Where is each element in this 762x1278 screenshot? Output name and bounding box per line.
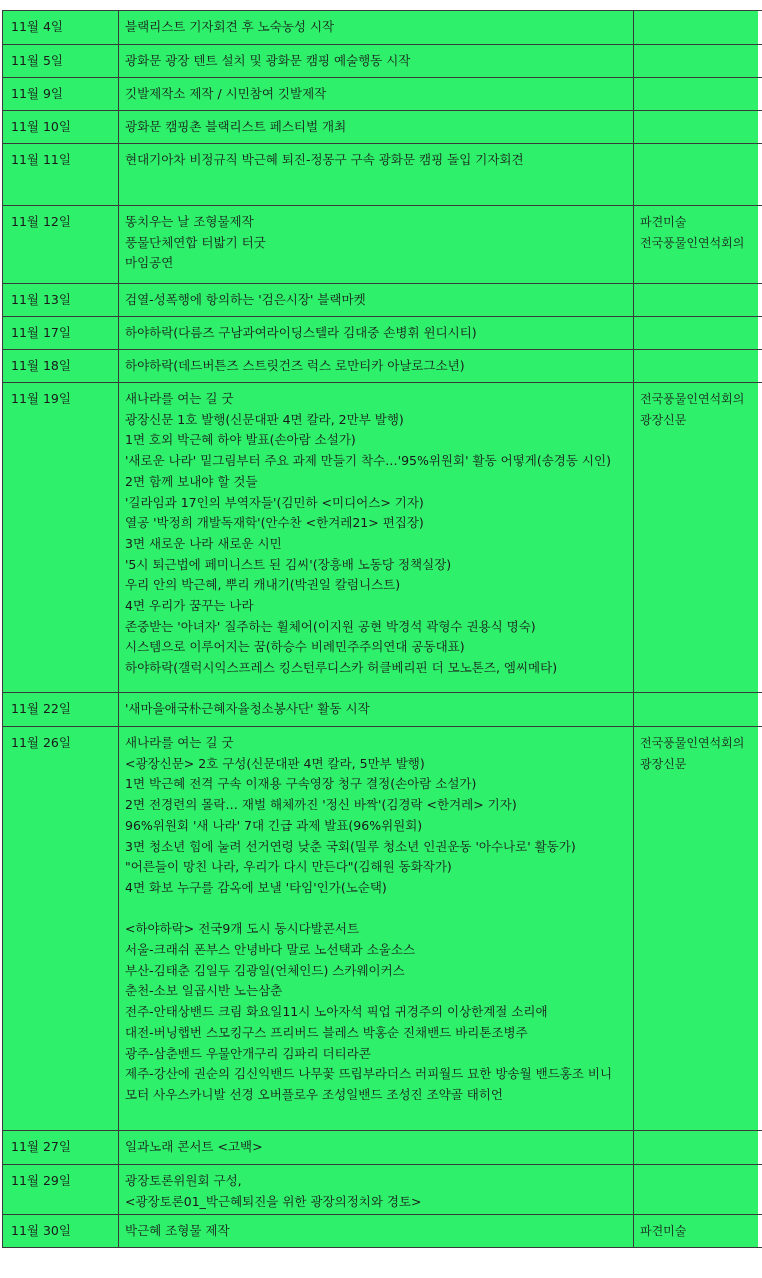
date-text: 11월 26일: [11, 735, 71, 750]
date-cell: [3, 111, 119, 144]
event-line: 열공 '박정희 개발독재학'(안수찬 <한겨레21> 편집장): [125, 515, 424, 531]
event-cell: [119, 317, 634, 350]
date-text: 11월 12일: [11, 214, 71, 229]
date-text: 11월 30일: [11, 1223, 71, 1238]
table-row: [3, 206, 762, 284]
event-cell: [119, 206, 634, 284]
note-cell: [634, 693, 762, 727]
schedule-document: [2, 10, 758, 1248]
date-text: 11월 29일: [11, 1173, 71, 1188]
blank-line: [125, 899, 627, 920]
event-line: 광장토론위원회 구성,: [125, 1173, 242, 1188]
event-line: 96%위원회 '새 나라' 7대 긴급 과제 발표(96%위원회): [125, 817, 423, 833]
note-cell: [634, 317, 762, 350]
event-line: 4면 화보 누구를 감옥에 보낼 '타임'인가(노순택): [125, 879, 387, 895]
date-cell: [3, 45, 119, 78]
date-text: 11월 9일: [11, 86, 63, 101]
event-line: 서울-크래쉬 폰부스 안녕바다 말로 노선택과 소울소스: [125, 942, 416, 958]
table-row: [3, 111, 762, 144]
event-line: 풍물단체연합 터밟기 터굿: [125, 234, 266, 250]
event-line: 광장신문 1호 발행(신문대판 4면 칼라, 2만부 발행): [125, 411, 404, 427]
event-cell: [119, 111, 634, 144]
event-cell: [119, 144, 634, 206]
event-line: 전주-안태상밴드 크림 화요일11시 노아자석 픽업 귀경주의 이상한계절 소리애: [125, 1004, 548, 1020]
note-line: 전국풍물인연석회의: [640, 236, 745, 250]
date-text: 11월 18일: [11, 358, 71, 373]
date-cell: [3, 727, 119, 1131]
note-cell: [634, 284, 762, 317]
event-line: 3면 새로운 나라 새로운 시민: [125, 535, 282, 551]
event-line: 1면 박근혜 전격 구속 이재용 구속영장 청구 결정(손아람 소설가): [125, 776, 477, 792]
note-cell: [634, 727, 762, 1131]
date-cell: [3, 383, 119, 693]
note-line: 파견미술: [640, 1224, 687, 1238]
date-cell: [3, 78, 119, 111]
event-line: 부산-김태춘 김일두 김광일(언체인드) 스카웨이커스: [125, 962, 405, 978]
event-line: 검열-성폭행에 항의하는 '검은시장' 블랙마켓: [125, 292, 366, 307]
event-line: "어른들이 망친 나라, 우리가 다시 만든다"(김해원 동화작가): [125, 859, 452, 875]
note-cell: [634, 1165, 762, 1215]
event-cell: [119, 383, 634, 693]
event-line: 새나라를 여는 길 굿: [125, 735, 234, 750]
table-row: [3, 317, 762, 350]
note-cell: [634, 11, 762, 45]
event-cell: [119, 1165, 634, 1215]
date-text: 11월 11일: [11, 152, 71, 167]
date-text: 11월 17일: [11, 325, 71, 340]
table-row: [3, 383, 762, 693]
event-line: 3면 청소년 힘에 눌려 선거연령 낮춘 국회(밀루 청소년 인권운동 '아수나로' 활동가): [125, 838, 576, 854]
event-line: 박근혜 조형물 제작: [125, 1223, 230, 1238]
date-text: 11월 19일: [11, 391, 71, 406]
table-row: [3, 727, 762, 1131]
event-line: 블랙리스트 기자회견 후 노숙농성 시작: [125, 19, 335, 34]
table-row: [3, 144, 762, 206]
event-cell: [119, 693, 634, 727]
event-line: 일과노래 콘서트 <고백>: [125, 1139, 263, 1154]
date-cell: [3, 350, 119, 383]
event-line: 2면 함께 보내야 할 것들: [125, 473, 258, 489]
date-cell: [3, 11, 119, 45]
event-line: 1면 호외 박근혜 하야 발표(손아람 소설가): [125, 432, 356, 448]
date-text: 11월 10일: [11, 119, 71, 134]
event-line: 똥치우는 날 조형물제작: [125, 214, 254, 229]
table-row: [3, 350, 762, 383]
event-cell: [119, 1131, 634, 1165]
event-line: 4면 우리가 꿈꾸는 나라: [125, 598, 254, 614]
date-cell: [3, 284, 119, 317]
event-line: 하야하락(데드버튼즈 스트릿건즈 럭스 로만티카 아날로그소년): [125, 358, 465, 373]
event-cell: [119, 350, 634, 383]
schedule-table: [2, 10, 762, 1248]
note-line: 광장신문: [640, 413, 687, 427]
date-text: 11월 27일: [11, 1139, 71, 1154]
note-cell: [634, 383, 762, 693]
table-row: [3, 11, 762, 45]
event-line: <광장토론01_박근혜퇴진을 위한 광장의정치와 경토>: [125, 1193, 422, 1209]
event-line: 모터 사우스카니발 선경 오버플로우 조성일밴드 조성진 조약골 태히언: [125, 1086, 503, 1102]
table-row: [3, 1165, 762, 1215]
date-text: 11월 13일: [11, 292, 71, 307]
table-row: [3, 1131, 762, 1165]
event-cell: [119, 11, 634, 45]
note-cell: [634, 144, 762, 206]
date-cell: [3, 206, 119, 284]
date-cell: [3, 1131, 119, 1165]
note-cell: [634, 1131, 762, 1165]
date-text: 11월 4일: [11, 19, 63, 34]
note-cell: [634, 350, 762, 383]
event-line: 광주-삼춘밴드 우물안개구리 김파리 더티라콘: [125, 1045, 371, 1061]
event-line: 광화문 광장 텐트 설치 및 광화문 캠핑 예술행동 시작: [125, 53, 411, 68]
note-line: 파견미술: [640, 215, 687, 229]
table-row: [3, 284, 762, 317]
note-line: 전국풍물인연석회의: [640, 736, 745, 750]
event-cell: [119, 727, 634, 1131]
event-line: 새나라를 여는 길 굿: [125, 391, 234, 406]
event-line: '새마을애국朴근혜자율청소봉사단' 활동 시작: [125, 701, 370, 716]
event-line: 제주-강산에 권순의 김신익밴드 나무꽃 뜨립부라더스 러피월드 묘한 방송월 밴드홍조 비니: [125, 1066, 613, 1082]
event-line: 존중받는 '아녀자' 질주하는 휠체어(이지원 공현 박경석 곽형수 권용식 명숙): [125, 618, 536, 634]
table-row: [3, 78, 762, 111]
event-line: 2면 전경련의 몰락… 재벌 해체까진 '정신 바짝'(김경락 <한겨레> 기자): [125, 797, 517, 813]
date-cell: [3, 693, 119, 727]
event-cell: [119, 78, 634, 111]
event-line: '길라임과 17인의 부역자들'(김민하 <미디어스> 기자): [125, 494, 424, 510]
event-line: 우리 안의 박근혜, 뿌리 캐내기(박권일 칼럼니스트): [125, 577, 401, 593]
date-text: 11월 22일: [11, 701, 71, 716]
event-line: 시스템으로 이루어지는 꿈(하승수 비례민주주의연대 공동대표): [125, 639, 465, 655]
date-cell: [3, 1165, 119, 1215]
table-row: [3, 45, 762, 78]
event-line: 마임공연: [125, 255, 174, 271]
event-line: 광화문 캠핑촌 블랙리스트 페스티벌 개최: [125, 119, 347, 134]
note-cell: [634, 206, 762, 284]
event-line: 하야하락(다름즈 구남과여라이딩스텔라 김대중 손병휘 윈디시티): [125, 325, 477, 340]
note-cell: [634, 45, 762, 78]
event-cell: [119, 45, 634, 78]
date-cell: [3, 144, 119, 206]
date-cell: [3, 317, 119, 350]
table-row: [3, 1215, 762, 1248]
note-cell: [634, 1215, 762, 1248]
event-cell: [119, 1215, 634, 1248]
event-line: '새로운 나라' 밑그림부터 주요 과제 만들기 착수…'95%위원회' 활동 어떻게(송경동 시인): [125, 453, 611, 469]
event-line: <광장신문> 2호 구성(신문대판 4면 칼라, 5만부 발행): [125, 755, 425, 771]
event-line: 대전-버닝햅번 스모킹구스 프리버드 블레스 박홍순 진채밴드 바리톤조병주: [125, 1024, 528, 1040]
note-line: 전국풍물인연석회의: [640, 392, 745, 406]
event-line: 현대기아차 비정규직 박근혜 퇴진-정몽구 구속 광화문 캠핑 돌입 기자회견: [125, 152, 524, 167]
event-cell: [119, 284, 634, 317]
event-line: '5시 퇴근법에 페미니스트 된 김씨'(장흥배 노동당 정책실장): [125, 556, 452, 572]
event-line: <하야하락> 전국9개 도시 동시다발콘서트: [125, 921, 360, 937]
event-line: 하야하락(갤럭시익스프레스 킹스턴루디스카 허클베리핀 더 모노톤즈, 엠씨메타): [125, 660, 558, 676]
note-cell: [634, 111, 762, 144]
note-line: 광장신문: [640, 757, 687, 771]
date-cell: [3, 1215, 119, 1248]
event-line: 춘천-소보 일곱시반 노는삼춘: [125, 983, 283, 999]
event-line: 깃발제작소 제작 / 시민참여 깃발제작: [125, 86, 327, 101]
note-cell: [634, 78, 762, 111]
table-row: [3, 693, 762, 727]
date-text: 11월 5일: [11, 53, 63, 68]
